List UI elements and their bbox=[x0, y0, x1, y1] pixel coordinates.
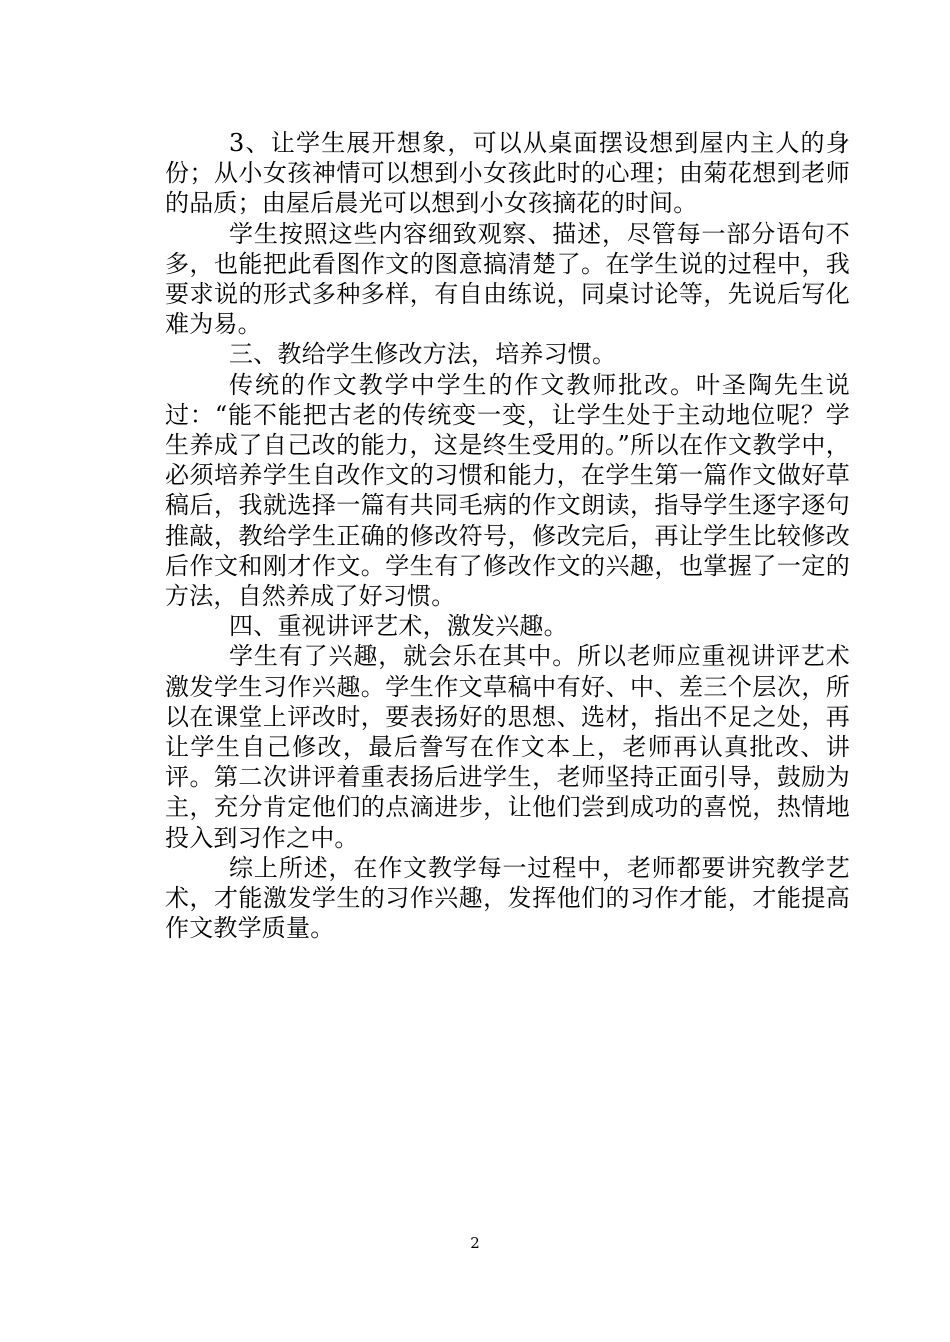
paragraph-conclusion: 综上所述，在作文教学每一过程中，老师都要讲究教学艺术，才能激发学生的习作兴趣，发挥他们的习作才能，才能提高作文教学质量。 bbox=[165, 853, 850, 943]
paragraph-imagination-step: 3、让学生展开想象，可以从桌面摆设想到屋内主人的身份；从小女孩神情可以想到小女孩此时的心理；由菊花想到老师的品质；由屋后晨光可以想到小女孩摘花的时间。 bbox=[165, 129, 850, 218]
section-heading-review: 四、重视讲评艺术，激发兴趣。 bbox=[229, 612, 568, 641]
paragraph-revision: 传统的作文教学中学生的作文教师批改。叶圣陶先生说过：“能不能把古老的传统变一变，让学生处于主动地位呢？学生养成了自己改的能力，这是终生受用的。”所以在作文教学中，必须培养学生自改作文的习惯和能力，在学生第一篇作文做好草稿后，我就选择一篇有共同毛病的作文朗读，指导学生逐字逐句推敲，教给学生正确的修改符号，修改完后，再让学生比较修改后作文和刚才作文。学生有了修改作文的兴趣，也掌握了一定的方法，自然养成了好习惯。 bbox=[165, 370, 850, 611]
paragraph-review: 学生有了兴趣，就会乐在其中。所以老师应重视讲评艺术激发学生习作兴趣。学生作文草稿中有好、中、差三个层次，所以在课堂上评改时，要表扬好的思想、选材，指出不足之处，再让学生自己修改，最后誊写在作文本上，老师再认真批改、讲评。第二次讲评着重表扬后进学生，老师坚持正面引导，鼓励为主，充分肯定他们的点滴进步，让他们尝到成功的喜悦，热情地投入到习作之中。 bbox=[165, 642, 850, 852]
section-heading-revision: 三、教给学生修改方法，培养习惯。 bbox=[229, 340, 617, 369]
page-number: 2 bbox=[470, 1234, 480, 1252]
paragraph-observation: 学生按照这些内容细致观察、描述，尽管每一部分语句不多，也能把此看图作文的图意搞清楚了。在学生说的过程中，我要求说的形式多种多样，有自由练说，同桌讨论等，先说后写化难为易。 bbox=[165, 219, 850, 339]
body-text bbox=[165, 128, 850, 943]
